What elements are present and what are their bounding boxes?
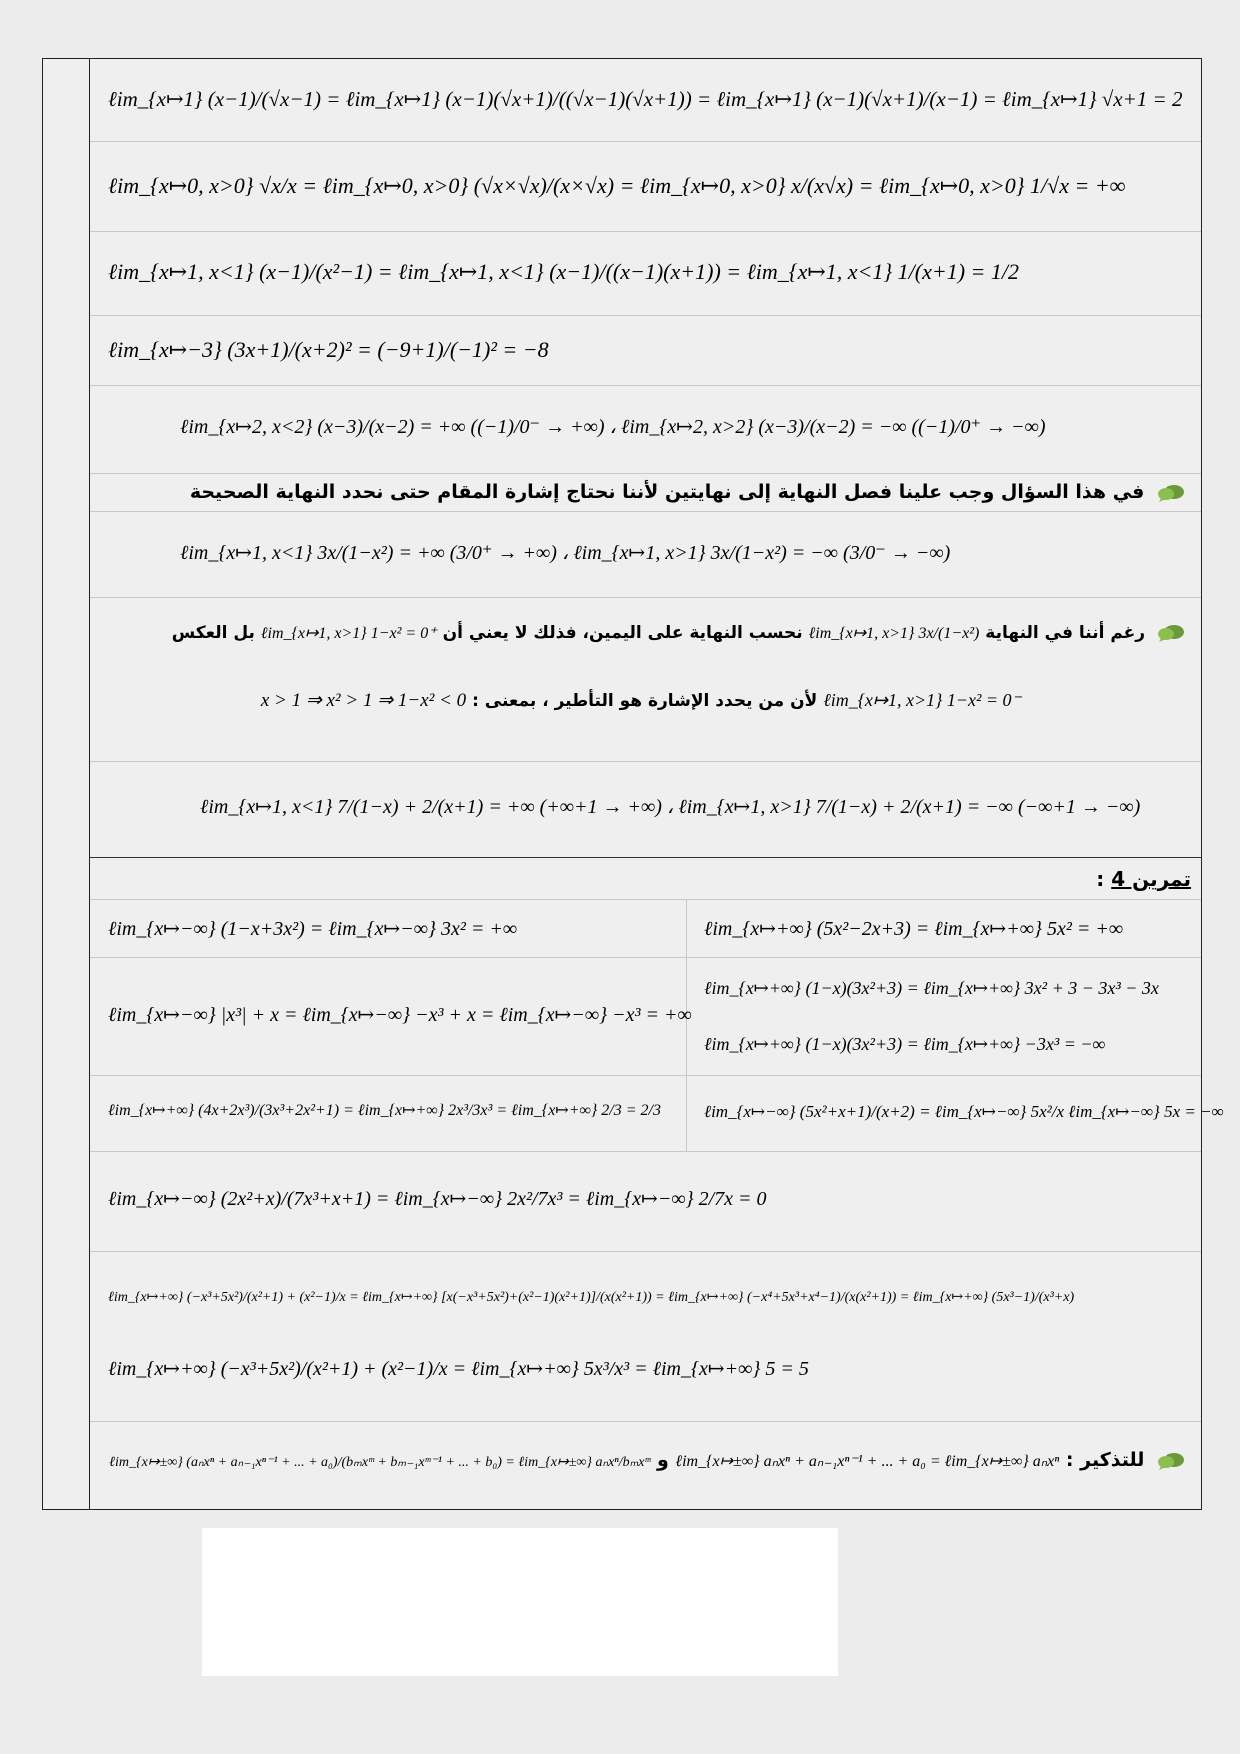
limit-row-4 — [90, 315, 1201, 386]
worksheet-frame — [42, 58, 1224, 1510]
reminder-formula-2: ℓim_{x↦±∞} (aₙxⁿ + aₙ₋₁xⁿ⁻¹ + ... + a₀)/(bₘxᵐ + bₘ₋₁xᵐ⁻¹ + ... + b₀) = ℓim_{x↦±∞} aₙxⁿ/bₘxᵐ — [109, 1455, 651, 1470]
left-margin-column — [43, 59, 90, 1509]
formula-h1: ℓim_{x↦+∞} (−x³+5x²)/(x²+1) + (x²−1)/x = ℓim_{x↦+∞} [x(−x³+5x²)+(x²−1)(x²+1)]/(x(x²+1)) = ℓim_{x↦+∞} (−x⁴+5x³+x⁴−1)/(x(x²+1)) = ℓim_{x↦+∞} (5x³−1)/(x³+x) — [108, 1290, 1075, 1305]
reminder-row — [90, 1421, 1201, 1509]
blank-panel — [202, 1528, 838, 1676]
formula-b: ℓim_{x↦+∞} (5x²−2x+3) = ℓim_{x↦+∞} 5x² = +∞ — [704, 918, 1124, 940]
exercise-4-title-colon: : — [1096, 867, 1105, 891]
note-2-part-a: رغم أننا في النهاية — [985, 623, 1146, 643]
formula-r7: ℓim_{x↦1, x<1} 7/(1−x) + 2/(x+1) = +∞ (+∞+1 → +∞) ، ℓim_{x↦1, x>1} 7/(1−x) + 2/(x+1) = −∞ (−∞+1 → −∞) — [200, 796, 1141, 818]
formula-d1: ℓim_{x↦+∞} (1−x)(3x²+3) = ℓim_{x↦+∞} 3x² + 3 − 3x³ − 3x — [704, 978, 1159, 998]
note-1-text: في هذا السؤال وجب علينا فصل النهاية إلى نهايتين لأننا نحتاج إشارة المقام حتى نحدد النهاية الصحيحة — [189, 481, 1145, 503]
formula-f: ℓim_{x↦−∞} (5x²+x+1)/(x+2) = ℓim_{x↦−∞} 5x²/x ℓim_{x↦−∞} 5x = −∞ — [704, 1102, 1224, 1121]
exercise-4-title-text: تمرين 4 — [1111, 867, 1191, 891]
exercise-4-header — [90, 857, 1201, 900]
formula-d2: ℓim_{x↦+∞} (1−x)(3x²+3) = ℓim_{x↦+∞} −3x³ = −∞ — [704, 1034, 1106, 1054]
limit-row-6 — [90, 511, 1201, 598]
formula-r4: ℓim_{x↦−3} (3x+1)/(x+2)² = (−9+1)/(−1)² = −8 — [108, 337, 549, 362]
note-3 — [261, 689, 1021, 712]
exercise-row-2 — [90, 957, 1201, 1076]
formula-r1: ℓim_{x↦1} (x−1)/(√x−1) = ℓim_{x↦1} (x−1)(√x+1)/((√x−1)(√x+1)) = ℓim_{x↦1} (x−1)(√x+1)/(x−1) = ℓim_{x↦1} √x+1 = 2 — [108, 87, 1183, 111]
exercise-row-5 — [90, 1251, 1201, 1422]
note-2-part-e: بل العكس — [171, 623, 255, 643]
note-row-2 — [90, 597, 1201, 762]
formula-a: ℓim_{x↦−∞} (1−x+3x²) = ℓim_{x↦−∞} 3x² = +∞ — [108, 918, 518, 940]
limit-row-3 — [90, 231, 1201, 316]
limit-row-2 — [90, 141, 1201, 232]
formula-r3: ℓim_{x↦1, x<1} (x−1)/(x²−1) = ℓim_{x↦1, x<1} (x−1)/((x−1)(x+1)) = ℓim_{x↦1, x<1} 1/(x+1) = 1/2 — [108, 259, 1020, 284]
note-1 — [190, 481, 1185, 503]
formula-h2: ℓim_{x↦+∞} (−x³+5x²)/(x²+1) + (x²−1)/x = ℓim_{x↦+∞} 5x³/x³ = ℓim_{x↦+∞} 5 = 5 — [108, 1358, 809, 1380]
exercise-row-1 — [90, 899, 1201, 958]
exercise-row-3 — [90, 1075, 1224, 1152]
note-row-1 — [90, 473, 1201, 512]
exercise-4-title — [1096, 867, 1191, 891]
worksheet-content — [90, 59, 1224, 1509]
note-3-formula-c: x > 1 ⇒ x² > 1 ⇒ 1−x² < 0 — [260, 690, 467, 711]
formula-r5: ℓim_{x↦2, x<2} (x−3)/(x−2) = +∞ ((−1)/0⁻ → +∞) ، ℓim_{x↦2, x>2} (x−3)/(x−2) = −∞ ((−1)/0⁺ → −∞) — [180, 416, 1046, 438]
reminder — [109, 1449, 1185, 1471]
reminder-label: للتذكير : — [1065, 1449, 1145, 1471]
formula-g: ℓim_{x↦−∞} (2x²+x)/(7x³+x+1) = ℓim_{x↦−∞} 2x²/7x³ = ℓim_{x↦−∞} 2/7x = 0 — [108, 1188, 767, 1210]
cell-divider — [686, 899, 687, 957]
note-3-formula-a: ℓim_{x↦1, x>1} 1−x² = 0⁻ — [823, 690, 1021, 710]
reminder-formula-1: ℓim_{x↦±∞} aₙxⁿ + aₙ₋₁xⁿ⁻¹ + ... + a₀ = ℓim_{x↦±∞} aₙxⁿ — [675, 1453, 1060, 1470]
speech-bubble-icon — [1157, 484, 1185, 502]
formula-r6: ℓim_{x↦1, x<1} 3x/(1−x²) = +∞ (3/0⁺ → +∞) ، ℓim_{x↦1, x>1} 3x/(1−x²) = −∞ (3/0⁻ → −∞) — [180, 542, 951, 564]
reminder-and: و — [656, 1449, 669, 1471]
cell-divider — [686, 1075, 687, 1151]
note-2 — [172, 623, 1185, 643]
exercise-row-4 — [90, 1151, 1201, 1252]
limit-row-5 — [90, 385, 1201, 474]
note-2-part-c: نحسب النهاية على اليمين، فذلك لا يعني أن — [442, 623, 803, 643]
note-2-formula-d: ℓim_{x↦1, x>1} 1−x² = 0⁺ — [260, 625, 437, 642]
formula-r2: ℓim_{x↦0, x>0} √x/x = ℓim_{x↦0, x>0} (√x×√x)/(x×√x) = ℓim_{x↦0, x>0} x/(x√x) = ℓim_{x↦0, x>0} 1/√x = +∞ — [108, 173, 1126, 198]
note-3-text: لأن من يحدد الإشارة هو التأطير ، بمعنى : — [472, 691, 818, 711]
note-2-formula-b: ℓim_{x↦1, x>1} 3x/(1−x²) — [808, 625, 980, 642]
speech-bubble-icon — [1157, 1452, 1185, 1470]
formula-e: ℓim_{x↦+∞} (4x+2x³)/(3x³+2x²+1) = ℓim_{x↦+∞} 2x³/3x³ = ℓim_{x↦+∞} 2/3 = 2/3 — [108, 1102, 661, 1119]
formula-c: ℓim_{x↦−∞} |x³| + x = ℓim_{x↦−∞} −x³ + x = ℓim_{x↦−∞} −x³ = +∞ — [108, 1004, 692, 1026]
limit-row-7 — [90, 761, 1201, 858]
speech-bubble-icon — [1157, 624, 1185, 642]
limit-row-1 — [90, 59, 1201, 142]
